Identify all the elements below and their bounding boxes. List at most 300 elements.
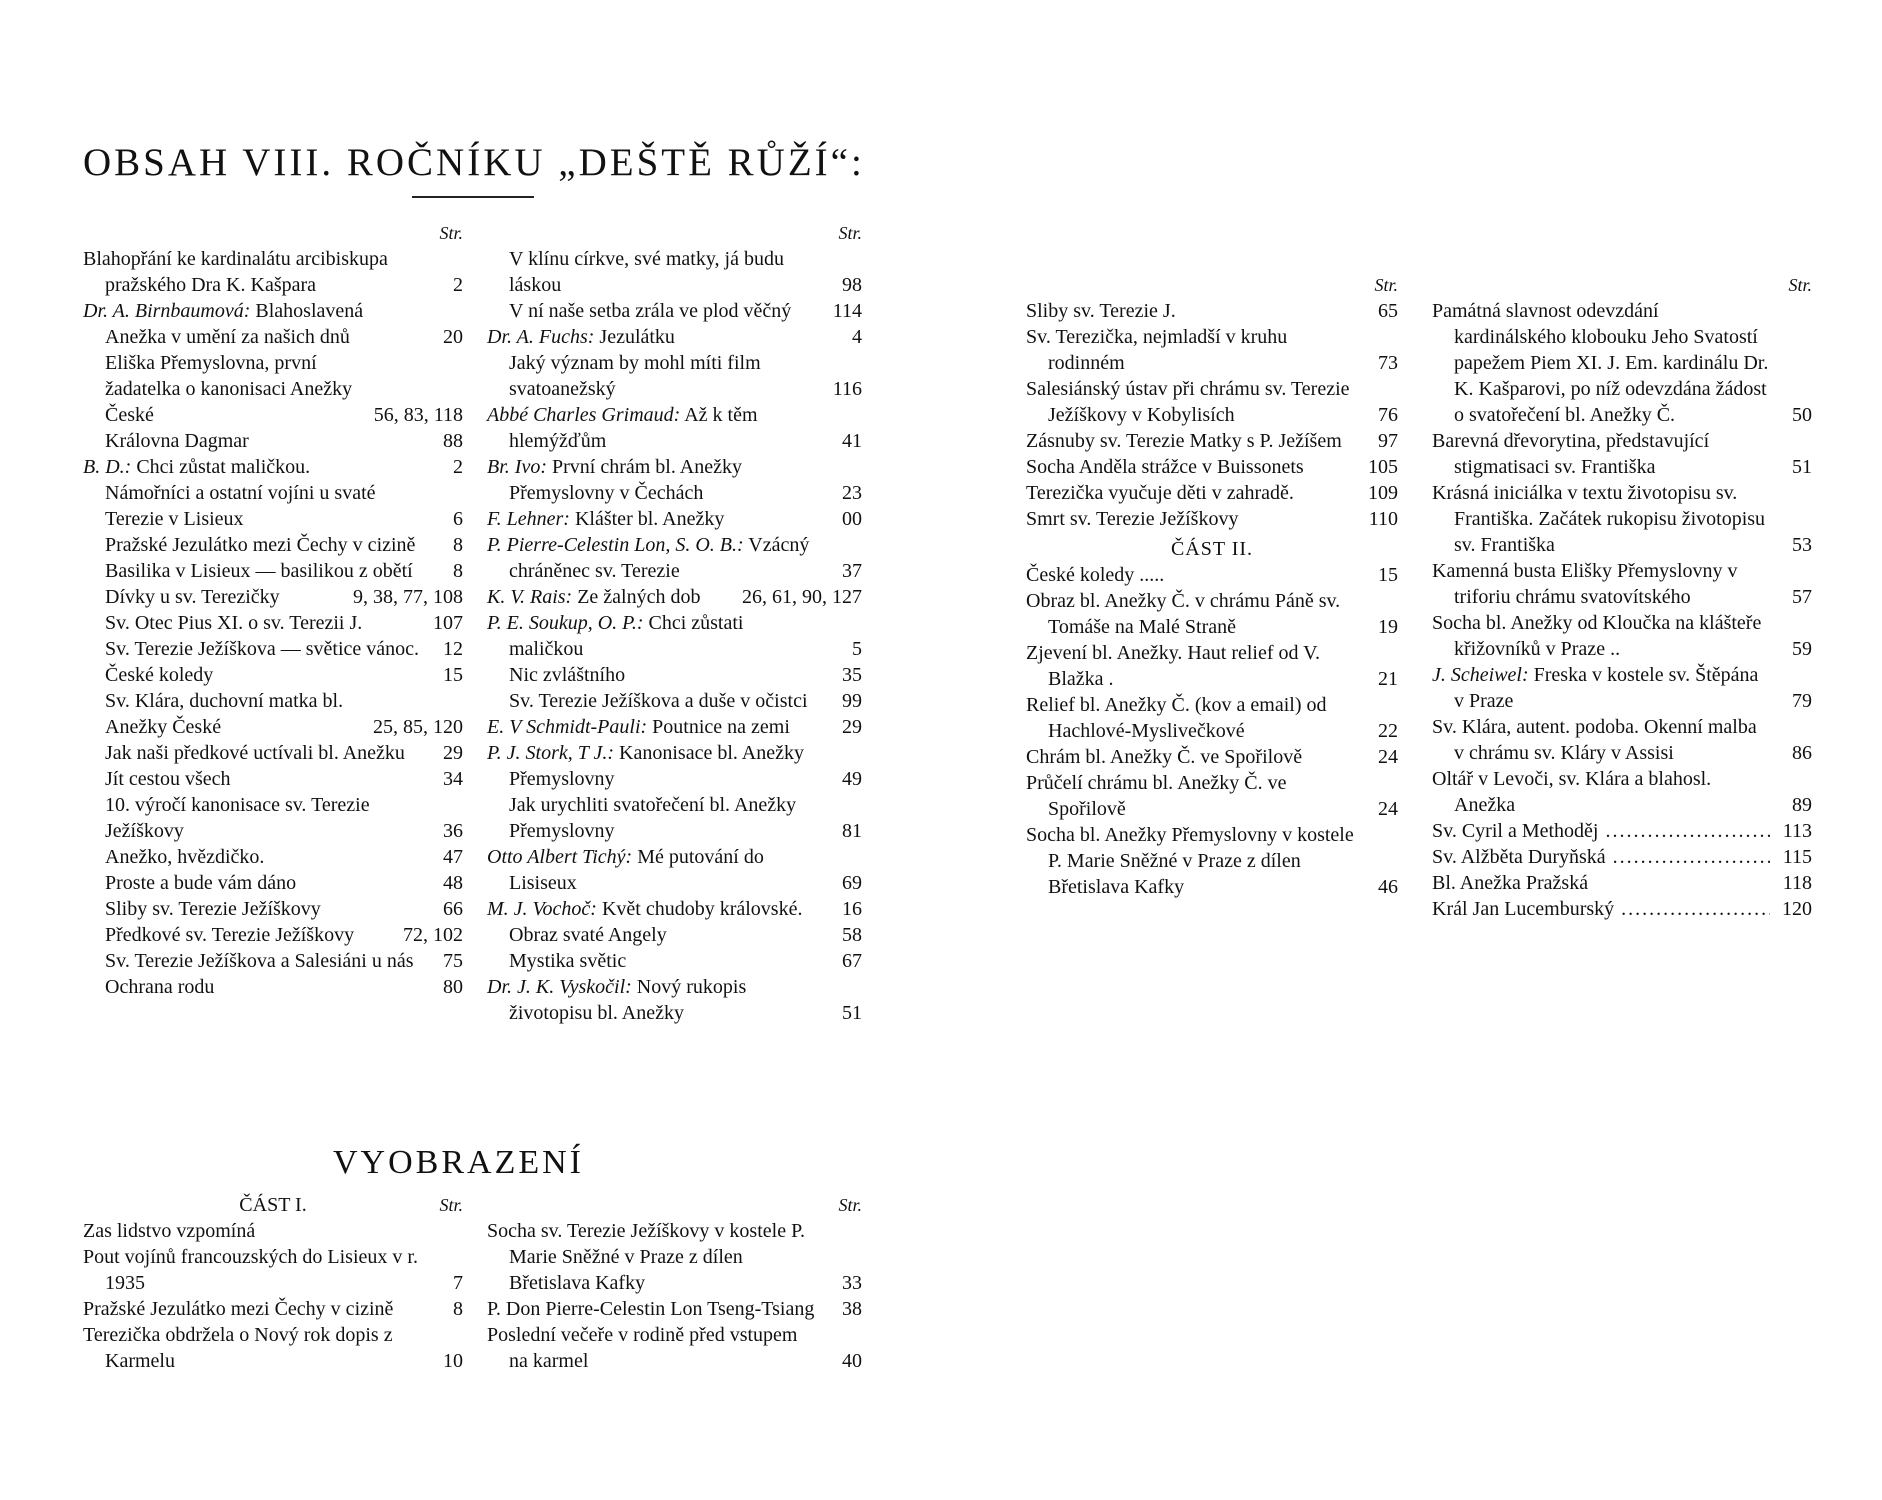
entry-title: Freska v kostele sv. Štěpána v Praze	[1454, 664, 1759, 712]
toc-entry	[1432, 818, 1812, 844]
entry-page-number: 89	[1792, 794, 1812, 816]
entry-page-number: 51	[842, 1002, 862, 1024]
entry-title: České koledy	[105, 664, 214, 686]
entry-text	[83, 532, 421, 558]
entry-text	[1026, 376, 1356, 428]
entry-page-number: 48	[443, 872, 463, 894]
entry-page-number: 107	[433, 612, 463, 634]
entry-title: Sv. Alžběta Duryňská	[1432, 846, 1606, 868]
entry-author: J. Scheiwel:	[1432, 664, 1529, 686]
toc-entry	[1026, 640, 1398, 692]
entry-text	[487, 402, 820, 454]
entry-page-number: 118	[1782, 872, 1812, 894]
entry-text	[83, 298, 421, 350]
entry-text	[83, 948, 421, 974]
right-page	[941, 0, 1882, 1500]
entry-page-number: 24	[1378, 746, 1398, 768]
entry-page-number: 59	[1792, 638, 1812, 660]
entry-title: Dívky u sv. Terezičky	[105, 586, 280, 608]
entry-title: 10. výročí kanonisace sv. Terezie Ježíškovy	[105, 794, 370, 842]
entry-page-number: 16	[842, 898, 862, 920]
entry-title: Jezulátku	[599, 326, 675, 348]
entry-title: P. Don Pierre-Celestin Lon Tseng-Tsiang	[487, 1298, 815, 1320]
entry-title: Pout vojínů francouzských do Lisieux v r. 1935	[83, 1246, 418, 1294]
toc-entry	[83, 948, 463, 974]
entry-title: Smrt sv. Terezie Ježíškovy	[1026, 508, 1239, 530]
entry-text	[1026, 770, 1356, 822]
entry-page-number: 8	[453, 560, 463, 582]
toc-entry	[487, 688, 862, 714]
toc-entry	[1026, 454, 1398, 480]
entry-text	[83, 480, 421, 532]
entry-title: Až k těm hlemýžďům	[509, 404, 758, 452]
entry-title: Sliby sv. Terezie Ježíškovy	[105, 898, 321, 920]
entry-title: Relief bl. Anežky Č. (kov a email) od Hachlové-Myslivečkové	[1026, 694, 1327, 742]
toc-entry	[1432, 870, 1812, 896]
toc-entry	[83, 428, 463, 454]
entry-page-number: 4	[852, 326, 862, 348]
toc-entry	[1432, 662, 1812, 714]
entry-text	[1432, 870, 1770, 896]
entry-title: Památná slavnost odevzdání kardinálského klobouku Jeho Svatostí papežem Piem XI. J. Em. kardinálu Dr. K. Kašparovi, po níž odevzdána žádost o svatořečení bl. Anežky Č.	[1432, 300, 1769, 426]
entry-author: Dr. A. Fuchs:	[487, 326, 595, 348]
entry-text	[1026, 692, 1356, 744]
entry-title: Sv. Terezie Ježíškova a Salesiáni u nás	[105, 950, 414, 972]
toc-entry	[1026, 562, 1398, 588]
toc-entry	[487, 896, 862, 922]
entry-text	[83, 350, 366, 428]
entry-page-number: 19	[1378, 616, 1398, 638]
entry-text	[1026, 324, 1356, 376]
entry-title: Jak urychliti svatořečení bl. Anežky Přemyslovny	[509, 794, 797, 842]
entry-text	[487, 506, 820, 532]
title-rule	[412, 196, 534, 198]
entry-title: V ní naše setba zrála ve plod věčný	[509, 300, 792, 322]
entry-page-number: 34	[443, 768, 463, 790]
entry-text	[83, 844, 421, 870]
entry-text	[487, 584, 734, 610]
entry-text	[1432, 428, 1770, 480]
entry-title: Ze žalných dob	[577, 586, 701, 608]
toc-entry	[1432, 428, 1812, 480]
toc-entry	[1026, 506, 1398, 532]
toc-entry	[487, 740, 862, 792]
entry-title: Sv. Otec Pius XI. o sv. Terezii J.	[105, 612, 363, 634]
entry-page-number: 22	[1378, 720, 1398, 742]
entry-page-number: 9, 38, 77, 108	[353, 586, 463, 608]
entry-title: Basilika v Lisieux — basilikou z obětí	[105, 560, 413, 582]
entry-text	[487, 350, 820, 402]
entry-title: Oltář v Levoči, sv. Klára a blahosl. Anežka	[1432, 768, 1712, 816]
toc-entry	[1432, 298, 1812, 428]
toc-entry	[487, 974, 862, 1026]
contents-column-2	[487, 220, 862, 1026]
entry-title: Blahoslavená Anežka v umění za našich dnů	[105, 300, 364, 348]
entry-page-number: 36	[443, 820, 463, 842]
entry-author: F. Lehner:	[487, 508, 570, 530]
toc-entry	[487, 714, 862, 740]
entry-title: Salesiánský ústav při chrámu sv. Terezie Ježíškovy v Kobylisích	[1026, 378, 1350, 426]
entry-text	[83, 558, 421, 584]
entry-title: Socha sv. Terezie Ježíškovy v kostele P. Marie Sněžné v Praze z dílen Břetislava Kafky	[487, 1220, 805, 1294]
toc-entry	[83, 688, 463, 740]
entry-title: Anežko, hvězdičko.	[105, 846, 265, 868]
entry-text	[487, 1218, 820, 1296]
entry-text	[487, 246, 820, 298]
entry-page-number: 81	[842, 820, 862, 842]
toc-entry	[83, 740, 463, 766]
entry-page-number: 00	[842, 508, 862, 530]
entry-text	[487, 324, 820, 350]
toc-entry	[487, 246, 862, 298]
entry-page-number: 110	[1368, 508, 1398, 530]
contents-title: OBSAH VIII. ROČNÍKU „DEŠTĚ RŮŽÍ“:	[83, 141, 865, 184]
entry-title: Zjevení bl. Anežky. Haut relief od V. Blažka .	[1026, 642, 1321, 690]
entry-page-number: 97	[1378, 430, 1398, 452]
entry-title: V klínu církve, své matky, já budu láskou	[509, 248, 784, 296]
entry-title: Předkové sv. Terezie Ježíškovy	[105, 924, 355, 946]
entry-title: Socha Anděla strážce v Buissonets	[1026, 456, 1304, 478]
entry-text	[83, 246, 421, 298]
entry-title: Poslední večeře v rodině před vstupem na karmel	[487, 1324, 798, 1372]
toc-entry	[83, 870, 463, 896]
entry-page-number: 35	[842, 664, 862, 686]
entry-title: Sv. Klára, duchovní matka bl. Anežky České	[105, 690, 344, 738]
entry-author: P. Pierre-Celestin Lon, S. O. B.:	[487, 534, 744, 556]
entry-title: Sv. Terezie Ježíškova — světice vánoc.	[105, 638, 420, 660]
entry-page-number: 80	[443, 976, 463, 998]
toc-entry	[83, 1218, 463, 1244]
entry-text	[1026, 454, 1356, 480]
entry-title: Bl. Anežka Pražská	[1432, 872, 1589, 894]
entry-page-number: 67	[842, 950, 862, 972]
entry-author: Dr. A. Birnbaumová:	[83, 300, 251, 322]
toc-entry	[1432, 610, 1812, 662]
toc-entry	[487, 506, 862, 532]
toc-entry	[1026, 822, 1398, 900]
entry-title: Vzácný chráněnec sv. Terezie	[509, 534, 810, 582]
entry-title: Mé putování do Lisiseux	[509, 846, 764, 894]
entry-text	[83, 792, 421, 844]
entry-text	[487, 1296, 820, 1322]
toc-entry	[83, 636, 463, 662]
toc-entry	[487, 402, 862, 454]
entry-text	[487, 792, 820, 844]
toc-entry	[487, 948, 862, 974]
entry-title: Chrám bl. Anežky Č. ve Spořilově	[1026, 746, 1303, 768]
entry-page-number: 113	[1782, 820, 1812, 842]
entry-title: Mystika světic	[509, 950, 627, 972]
entry-page-number: 7	[453, 1272, 463, 1294]
toc-entry	[83, 610, 463, 636]
entry-title: Socha bl. Anežky od Kloučka na klášteře křižovníků v Praze ..	[1432, 612, 1762, 660]
toc-entry	[487, 350, 862, 402]
entry-text	[83, 766, 421, 792]
entry-title: Poutnice na zemi	[652, 716, 790, 738]
toc-entry	[487, 1322, 862, 1374]
entry-page-number: 2	[453, 456, 463, 478]
toc-entry	[83, 922, 463, 948]
entry-text	[1026, 744, 1356, 770]
entry-text	[83, 584, 345, 610]
entry-text	[1432, 480, 1770, 558]
toc-entry	[1026, 324, 1398, 376]
entry-text	[487, 454, 820, 506]
entry-page-number: 2	[453, 274, 463, 296]
str-header: Str.	[439, 223, 463, 243]
entry-text	[83, 688, 365, 740]
toc-entry	[1026, 298, 1398, 324]
entry-page-number: 65	[1378, 300, 1398, 322]
entry-text	[1432, 818, 1770, 844]
entry-text	[487, 688, 820, 714]
entry-text	[83, 1322, 421, 1374]
toc-entry	[487, 844, 862, 896]
entry-page-number: 5	[852, 638, 862, 660]
toc-entry	[487, 662, 862, 688]
entry-page-number: 114	[832, 300, 862, 322]
entry-title: Sv. Klára, autent. podoba. Okenní malba v chrámu sv. Kláry v Assisi	[1432, 716, 1757, 764]
entry-page-number: 79	[1792, 690, 1812, 712]
entry-text	[83, 870, 421, 896]
entry-page-number: 38	[842, 1298, 862, 1320]
toc-entry	[1026, 480, 1398, 506]
entry-author: E. V Schmidt-Pauli:	[487, 716, 648, 738]
entry-text	[1432, 662, 1770, 714]
toc-entry	[83, 454, 463, 480]
entry-page-number: 49	[842, 768, 862, 790]
entry-page-number: 25, 85, 120	[373, 716, 463, 738]
entry-text	[1432, 844, 1770, 870]
toc-entry	[83, 298, 463, 350]
entry-text	[487, 740, 820, 792]
entry-text	[1026, 562, 1356, 588]
entry-page-number: 88	[443, 430, 463, 452]
entry-page-number: 120	[1782, 898, 1812, 920]
entry-text	[83, 454, 421, 480]
entry-text	[1432, 558, 1770, 610]
entry-text	[487, 532, 820, 584]
entry-text	[1026, 428, 1356, 454]
entry-title: Eliška Přemyslovna, první žadatelka o kanonisaci Anežky České	[105, 352, 353, 426]
entry-author: B. D.:	[83, 456, 132, 478]
entry-page-number: 57	[1792, 586, 1812, 608]
entry-page-number: 23	[842, 482, 862, 504]
entry-page-number: 53	[1792, 534, 1812, 556]
entry-text	[83, 974, 421, 1000]
entry-title: Ochrana rodu	[105, 976, 215, 998]
toc-entry	[83, 350, 463, 428]
entry-author: Dr. J. K. Vyskočil:	[487, 976, 632, 998]
entry-page-number: 50	[1792, 404, 1812, 426]
entry-page-number: 73	[1378, 352, 1398, 374]
toc-entry	[1026, 770, 1398, 822]
entry-title: Sv. Terezie Ježíškova a duše v očistci	[509, 690, 808, 712]
entry-text	[1026, 588, 1356, 640]
entry-text	[487, 922, 820, 948]
entry-text	[1026, 298, 1356, 324]
entry-page-number: 86	[1792, 742, 1812, 764]
entry-page-number: 51	[1792, 456, 1812, 478]
illustrations-column-2	[487, 1192, 862, 1374]
illustrations-column-1	[83, 1192, 463, 1374]
entry-title: Klášter bl. Anežky	[574, 508, 725, 530]
entry-text	[1432, 766, 1770, 818]
entry-text	[1432, 714, 1770, 766]
entry-text	[487, 298, 820, 324]
entry-page-number: 72, 102	[403, 924, 463, 946]
toc-entry	[487, 792, 862, 844]
illustrations-title: VYOBRAZENÍ	[333, 1144, 584, 1181]
entry-page-number: 15	[443, 664, 463, 686]
entry-title: Chci zůstat maličkou.	[136, 456, 311, 478]
entry-title: Nic zvláštního	[509, 664, 626, 686]
entry-title: Jaký význam by mohl míti film svatoanežský	[509, 352, 761, 400]
entry-text	[487, 1322, 820, 1374]
entry-page-number: 8	[453, 534, 463, 556]
entry-title: Sv. Terezička, nejmladší v kruhu rodinném	[1026, 326, 1288, 374]
toc-entry	[83, 1322, 463, 1374]
toc-entry	[1026, 588, 1398, 640]
entry-page-number: 20	[443, 326, 463, 348]
toc-entry	[83, 584, 463, 610]
toc-entry	[83, 1296, 463, 1322]
str-header: Str.	[439, 1195, 463, 1215]
toc-entry	[83, 1244, 463, 1296]
part-2-header: ČÁST II.	[1170, 538, 1254, 560]
entry-text	[487, 948, 820, 974]
entry-text	[83, 662, 421, 688]
entry-page-number: 99	[842, 690, 862, 712]
toc-entry	[1026, 744, 1398, 770]
entry-title: Krásná iniciálka v textu životopisu sv. Františka. Začátek rukopisu životopisu sv. Františka	[1432, 482, 1766, 556]
entry-title: Obraz svaté Angely	[509, 924, 667, 946]
entry-page-number: 26, 61, 90, 127	[742, 586, 862, 608]
entry-text	[1026, 640, 1356, 692]
entry-page-number: 75	[443, 950, 463, 972]
toc-entry	[83, 662, 463, 688]
entry-author: P. E. Soukup, O. P.:	[487, 612, 644, 634]
entry-page-number: 98	[842, 274, 862, 296]
str-header: Str.	[1788, 275, 1812, 295]
entry-title: Zas lidstvo vzpomíná	[83, 1220, 256, 1242]
entry-text	[1026, 506, 1356, 532]
entry-title: Královna Dagmar	[105, 430, 249, 452]
toc-entry	[83, 532, 463, 558]
entry-text	[83, 1244, 421, 1296]
entry-text	[83, 1218, 421, 1244]
entry-title: Nový rukopis životopisu bl. Anežky	[509, 976, 747, 1024]
entry-author: M. J. Vochoč:	[487, 898, 597, 920]
toc-entry	[1432, 896, 1812, 922]
illustrations-column-3	[1026, 272, 1398, 900]
entry-page-number: 69	[842, 872, 862, 894]
entry-page-number: 116	[832, 378, 862, 400]
toc-entry	[1432, 480, 1812, 558]
entry-title: Sv. Cyril a Methoděj	[1432, 820, 1599, 842]
toc-entry	[83, 766, 463, 792]
entry-text	[1026, 822, 1356, 900]
toc-entry	[487, 1218, 862, 1296]
toc-entry	[1026, 428, 1398, 454]
entry-title: Jak naši předkové uctívali bl. Anežku	[105, 742, 405, 764]
toc-entry	[1432, 844, 1812, 870]
entry-page-number: 76	[1378, 404, 1398, 426]
toc-entry	[487, 1296, 862, 1322]
entry-text	[1026, 480, 1356, 506]
entry-text	[487, 662, 820, 688]
toc-entry	[487, 610, 862, 662]
illustrations-column-4	[1432, 272, 1812, 922]
entry-page-number: 24	[1378, 798, 1398, 820]
entry-title: Průčelí chrámu bl. Anežky Č. ve Spořilově	[1026, 772, 1287, 820]
entry-page-number: 8	[453, 1298, 463, 1320]
toc-entry	[1026, 376, 1398, 428]
toc-entry	[487, 324, 862, 350]
entry-text	[83, 922, 395, 948]
entry-text	[1432, 896, 1770, 922]
entry-title: Barevná dřevorytina, představující stigmatisaci sv. Františka	[1432, 430, 1710, 478]
entry-title: Sliby sv. Terezie J.	[1026, 300, 1176, 322]
entry-text	[83, 740, 421, 766]
entry-page-number: 15	[1378, 564, 1398, 586]
entry-page-number: 33	[842, 1272, 862, 1294]
entry-title: Chci zůstati maličkou	[509, 612, 744, 660]
toc-entry	[487, 298, 862, 324]
entry-title: České koledy .....	[1026, 564, 1165, 586]
entry-title: Zásnuby sv. Terezie Matky s P. Ježíšem	[1026, 430, 1342, 452]
toc-entry	[83, 246, 463, 298]
entry-title: Kamenná busta Elišky Přemyslovny v triforiu chrámu svatovítského	[1432, 560, 1738, 608]
entry-page-number: 46	[1378, 876, 1398, 898]
entry-page-number: 105	[1368, 456, 1398, 478]
entry-title: Proste a bude vám dáno	[105, 872, 297, 894]
entry-title: Blahopřání ke kardinalátu arcibiskupa pražského Dra K. Kašpara	[83, 248, 388, 296]
entry-author: K. V. Rais:	[487, 586, 573, 608]
toc-entry	[1026, 692, 1398, 744]
entry-title: Květ chudoby královské.	[601, 898, 803, 920]
str-header: Str.	[1374, 275, 1398, 295]
entry-text	[1432, 298, 1770, 428]
entry-title: Terezička obdržela o Nový rok dopis z Karmelu	[83, 1324, 393, 1372]
entry-author: P. J. Stork, T J.:	[487, 742, 615, 764]
entry-page-number: 47	[443, 846, 463, 868]
entry-page-number: 66	[443, 898, 463, 920]
entry-text	[83, 428, 421, 454]
toc-entry	[83, 844, 463, 870]
entry-page-number: 10	[443, 1350, 463, 1372]
toc-entry	[1432, 558, 1812, 610]
entry-text	[83, 896, 421, 922]
entry-page-number: 21	[1378, 668, 1398, 690]
toc-entry	[1432, 766, 1812, 818]
entry-page-number: 41	[842, 430, 862, 452]
entry-title: Pražské Jezulátko mezi Čechy v cizině	[105, 534, 416, 556]
entry-text	[83, 1296, 421, 1322]
entry-page-number: 37	[842, 560, 862, 582]
entry-author: Abbé Charles Grimaud:	[487, 404, 681, 426]
entry-page-number: 6	[453, 508, 463, 530]
entry-text	[1432, 610, 1770, 662]
entry-title: Jít cestou všech	[105, 768, 231, 790]
entry-title: Pražské Jezulátko mezi Čechy v cizině	[83, 1298, 394, 1320]
entry-text	[487, 844, 820, 896]
toc-entry	[83, 480, 463, 532]
toc-entry	[487, 922, 862, 948]
toc-entry	[487, 454, 862, 506]
entry-title: Socha bl. Anežky Přemyslovny v kostele P. Marie Sněžné v Praze z dílen Břetislava Kafky	[1026, 824, 1354, 898]
entry-page-number: 29	[842, 716, 862, 738]
